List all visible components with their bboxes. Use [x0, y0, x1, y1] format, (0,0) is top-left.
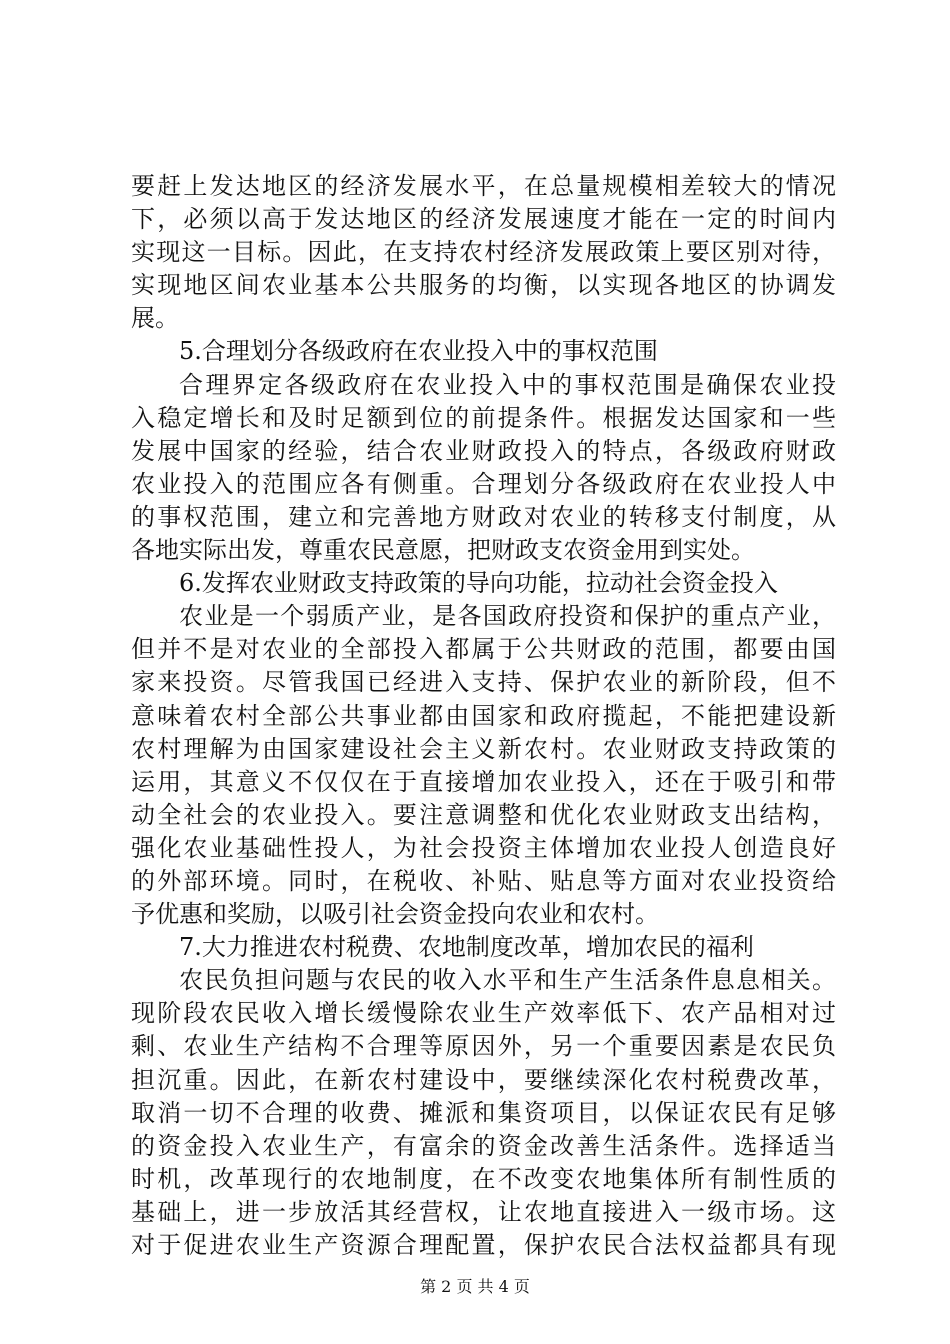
text-line: 7.大力推进农村税费、农地制度改革，增加农民的福利 [179, 933, 754, 962]
text-line: 对于促进农业生产资源合理配置，保护农民合法权益都具有现 [131, 1231, 836, 1259]
text-line: 要赶上发达地区的经济发展水平，在总量规模相差较大的情况 [131, 172, 836, 200]
text-line: 农业投入的范围应各有侧重。合理划分各级政府在农业投人中 [131, 469, 836, 498]
text-line: 取消一切不合理的收费、摊派和集资项目，以保证农民有足够 [131, 1098, 836, 1127]
text-line: 实现这一目标。因此，在支持农村经济发展政策上要区别对待， [131, 238, 836, 267]
text-line: 基础上，进一步放活其经营权，让农地直接进入一级市场。这 [131, 1197, 836, 1226]
text-line: 下，必须以高于发达地区的经济发展速度才能在一定的时间内 [131, 205, 836, 234]
text-line: 5.合理划分各级政府在农业投入中的事权范围 [179, 337, 658, 366]
text-line: 剩、农业生产结构不合理等原因外，另一个重要因素是农民负 [131, 1032, 836, 1061]
text-line: 农业是一个弱质产业，是各国政府投资和保护的重点产业， [179, 602, 836, 631]
text-line: 农村理解为由国家建设社会主义新农村。农业财政支持政策的 [131, 734, 836, 763]
document-body [131, 170, 836, 1262]
text-line: 合理界定各级政府在农业投入中的事权范围是确保农业投 [179, 370, 836, 399]
text-line: 6.发挥农业财政支持政策的导向功能，拉动社会资金投入 [179, 569, 778, 598]
text-line: 的外部环境。同时，在税收、补贴、贴息等方面对农业投资给 [131, 866, 836, 895]
text-line: 运用，其意义不仅仅在于直接增加农业投入，还在于吸引和带 [131, 767, 836, 796]
text-line: 现阶段农民收入增长缓慢除农业生产效率低下、农产品相对过 [131, 999, 836, 1028]
text-line: 予优惠和奖励，以吸引社会资金投向农业和农村。 [131, 900, 659, 929]
text-line: 但并不是对农业的全部投入都属于公共财政的范围，都要由国 [131, 635, 836, 664]
page-footer: 第 2 页 共 4 页 [420, 1277, 530, 1296]
text-line: 担沉重。因此，在新农村建设中，要继续深化农村税费改革， [131, 1065, 836, 1094]
text-line: 各地实际出发，尊重农民意愿，把财政支农资金用到实处。 [131, 536, 755, 565]
text-line: 家来投资。尽管我国已经进入支持、保护农业的新阶段，但不 [131, 668, 836, 697]
text-line: 的资金投入农业生产，有富余的资金改善生活条件。选择适当 [131, 1131, 836, 1160]
text-line: 的事权范围，建立和完善地方财政对农业的转移支付制度，从 [131, 502, 836, 531]
text-line: 动全社会的农业投入。要注意调整和优化农业财政支出结构， [131, 800, 836, 829]
text-line: 实现地区间农业基本公共服务的均衡，以实现各地区的协调发 [131, 271, 836, 300]
text-line: 时机，改革现行的农地制度，在不改变农地集体所有制性质的 [131, 1164, 836, 1193]
text-line: 发展中国家的经验，结合农业财政投入的特点，各级政府财政 [131, 436, 836, 465]
text-line: 入稳定增长和及时足额到位的前提条件。根据发达国家和一些 [131, 403, 836, 432]
text-line: 强化农业基础性投人，为社会投资主体增加农业投人创造良好 [131, 833, 836, 862]
text-line: 意味着农村全部公共事业都由国家和政府揽起，不能把建设新 [131, 701, 836, 730]
text-line: 农民负担问题与农民的收入水平和生产生活条件息息相关。 [179, 966, 836, 995]
text-line: 展。 [131, 304, 179, 333]
